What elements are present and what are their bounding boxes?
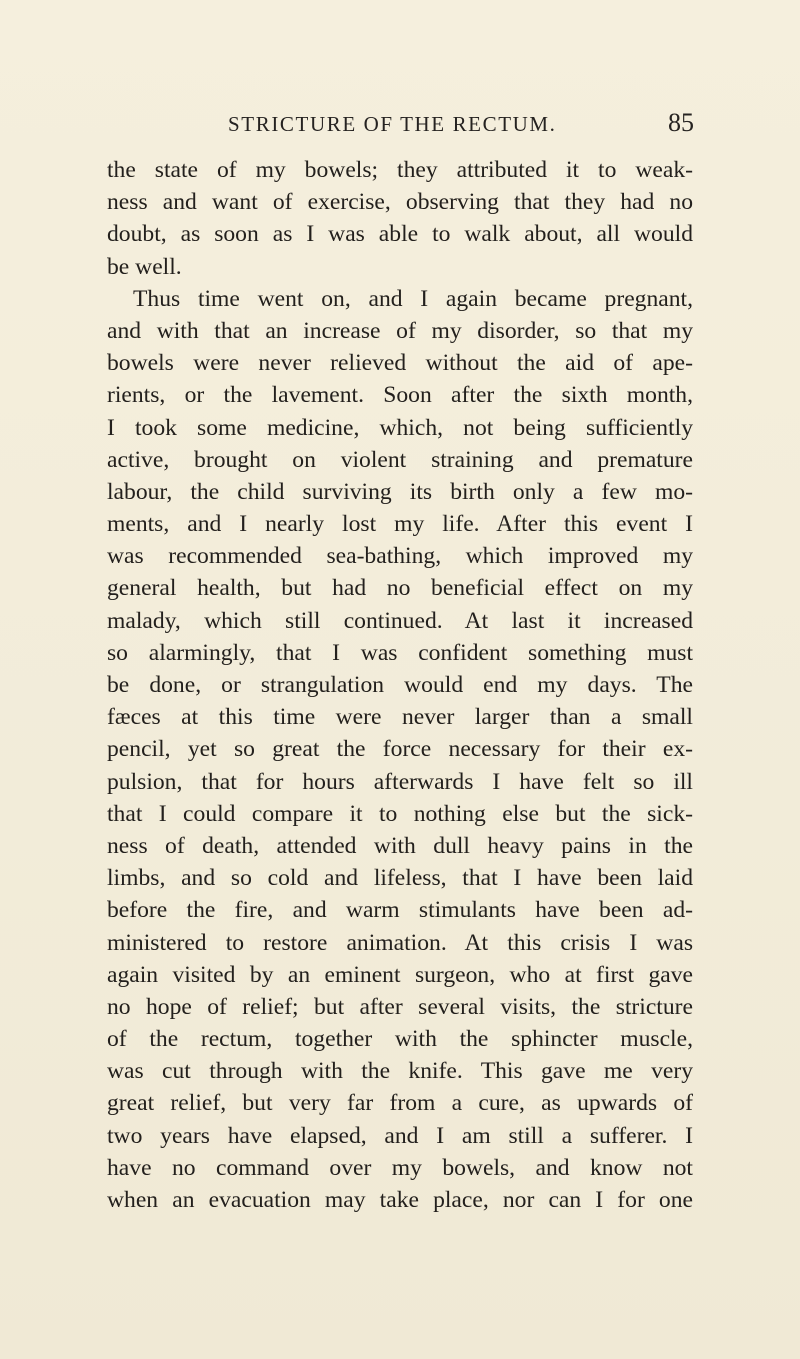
text-line: ness and want of exercise, observing that they had no <box>107 189 693 216</box>
text-line: great relief, but very far from a cure, as upwards of <box>107 1090 693 1117</box>
text-line: limbs, and so cold and lifeless, that I have been laid <box>107 865 693 892</box>
text-line: before the fire, and warm stimulants have been ad- <box>107 897 693 924</box>
text-line: be done, or strangulation would end my days. The <box>107 672 693 698</box>
text-line: pulsion, that for hours afterwards I have felt so ill <box>107 768 693 795</box>
text-line: two years have elapsed, and I am still a sufferer. I <box>107 1122 693 1149</box>
text-line: and with that an increase of my disorder, so that my <box>107 317 693 344</box>
text-line: be well. <box>107 253 182 280</box>
text-line: have no command over my bowels, and know not <box>107 1154 693 1181</box>
running-head-title: STRICTURE OF THE RECTUM. <box>228 112 557 136</box>
text-line: pencil, yet so great the force necessary for their ex- <box>107 736 693 763</box>
text-line: I took some medicine, which, not being sufficiently <box>107 414 693 441</box>
text-line: ments, and I nearly lost my life. After this event I <box>107 511 693 538</box>
text-line: was cut through with the knife. This gave me very <box>107 1058 693 1085</box>
text-line: when an evacuation may take place, nor can I for one <box>107 1187 693 1213</box>
body-text <box>107 154 693 1216</box>
text-line: active, brought on violent straining and premature <box>107 446 693 473</box>
text-line: Thus time went on, and I again became pregnant, <box>133 285 693 312</box>
text-line: doubt, as soon as I was able to walk about, all would <box>107 221 693 248</box>
text-line: ness of death, attended with dull heavy pains in the <box>107 832 693 859</box>
text-line: fæces at this time were never larger than a small <box>107 704 693 731</box>
text-line: bowels were never relieved without the aid of ape- <box>107 350 693 377</box>
text-line: so alarmingly, that I was confident something must <box>107 639 693 666</box>
text-line: no hope of relief; but after several visits, the stricture <box>107 993 693 1020</box>
text-line: malady, which still continued. At last it increased <box>107 607 693 634</box>
text-line: that I could compare it to nothing else but the sick- <box>107 800 693 827</box>
running-head <box>0 108 800 142</box>
text-line: labour, the child surviving its birth only a few mo- <box>107 478 693 505</box>
text-line: was recommended sea-bathing, which improved my <box>107 543 693 570</box>
text-line: of the rectum, together with the sphincter muscle, <box>107 1026 693 1053</box>
text-line: ministered to restore animation. At this crisis I was <box>107 929 693 956</box>
text-line: again visited by an eminent surgeon, who at first gave <box>107 961 693 988</box>
text-line: rients, or the lavement. Soon after the sixth month, <box>107 382 693 409</box>
text-line: general health, but had no beneficial effect on my <box>107 575 693 602</box>
page-number: 85 <box>668 108 694 137</box>
text-line: the state of my bowels; they attributed it to weak- <box>107 157 693 183</box>
